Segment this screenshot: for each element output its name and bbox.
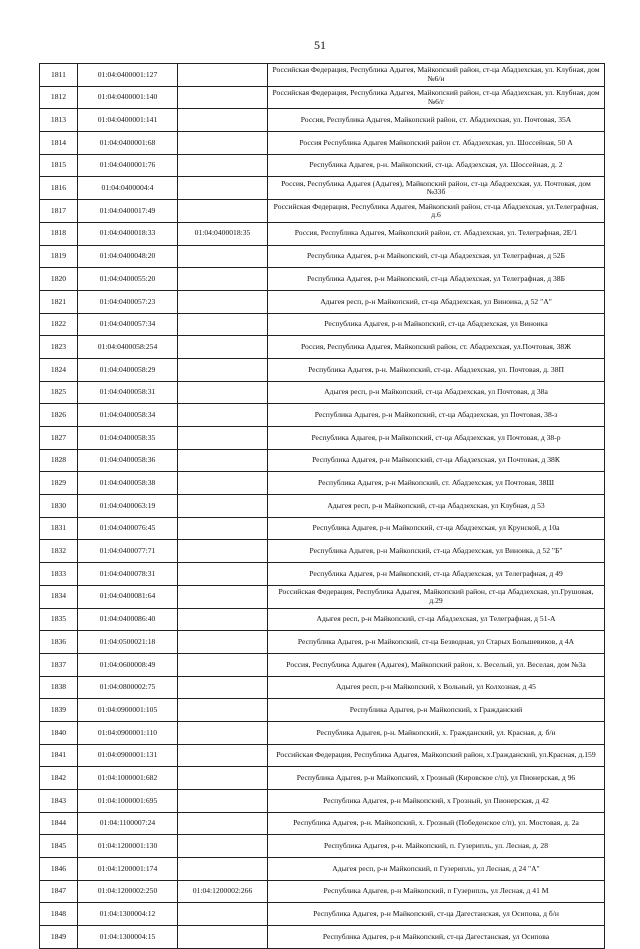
parent-cadastral-cell <box>178 472 268 495</box>
row-number-cell: 1811 <box>40 64 78 87</box>
address-cell: Республика Адыгея, р-н. Майкопский, ст-ца. Абадзехская, ул. Шоссейная, д. 2 <box>268 154 605 177</box>
row-number-cell: 1831 <box>40 517 78 540</box>
cadastral-number-cell: 01:04:0600008:49 <box>78 653 178 676</box>
parent-cadastral-cell <box>178 903 268 926</box>
row-number-cell: 1842 <box>40 767 78 790</box>
parent-cadastral-cell <box>178 631 268 654</box>
table-row <box>40 358 605 381</box>
cadastral-number-cell: 01:04:0400004:4 <box>78 177 178 200</box>
table-row <box>40 858 605 881</box>
row-number-cell: 1841 <box>40 744 78 767</box>
parent-cadastral-cell <box>178 653 268 676</box>
cadastral-number-cell: 01:04:0400048:20 <box>78 245 178 268</box>
parent-cadastral-cell <box>178 64 268 87</box>
table-row <box>40 563 605 586</box>
address-cell: Республика Адыгея, р-н Майкопский, х Грозный (Кировское с/п), ул Пионерская, д 96 <box>268 767 605 790</box>
parent-cadastral-cell <box>178 381 268 404</box>
row-number-cell: 1849 <box>40 926 78 949</box>
row-number-cell: 1844 <box>40 812 78 835</box>
table-row <box>40 744 605 767</box>
row-number-cell: 1818 <box>40 222 78 245</box>
address-cell: Российская Федерация, Республика Адыгея, Майкопский район, ст-ца Абадзехская, ул.Телеграфная, д.6 <box>268 200 605 223</box>
cadastral-number-cell: 01:04:0400057:23 <box>78 290 178 313</box>
row-number-cell: 1836 <box>40 631 78 654</box>
cadastral-number-cell: 01:04:0800002:75 <box>78 676 178 699</box>
parent-cadastral-cell <box>178 676 268 699</box>
cadastral-number-cell: 01:04:0400001:127 <box>78 64 178 87</box>
cadastral-number-cell: 01:04:1300004:15 <box>78 926 178 949</box>
address-cell: Республика Адыгея, р-н Майкопский, ст. Абадзехская, ул Почтовая, 38Ш <box>268 472 605 495</box>
address-cell: Адыгея респ, р-н Майкопский, п Гузерипль, ул Лесная, д 24 "А" <box>268 858 605 881</box>
parent-cadastral-cell <box>178 358 268 381</box>
address-cell: Республика Адыгея, р-н Майкопский, ст-ца Дагестанская, ул Осипова <box>268 926 605 949</box>
row-number-cell: 1846 <box>40 858 78 881</box>
address-cell: Республика Адыгея, р-н Майкопский, х Гражданский <box>268 699 605 722</box>
parent-cadastral-cell <box>178 495 268 518</box>
table-row <box>40 109 605 132</box>
cadastral-number-cell: 01:04:1300004:12 <box>78 903 178 926</box>
parent-cadastral-cell <box>178 608 268 631</box>
address-cell: Республика Адыгея, р-н Майкопский, ст-ца Безводная, ул Старых Большевиков, д 4А <box>268 631 605 654</box>
table-row <box>40 177 605 200</box>
cadastral-number-cell: 01:04:0400081:64 <box>78 585 178 608</box>
table-row <box>40 790 605 813</box>
table-row <box>40 631 605 654</box>
row-number-cell: 1814 <box>40 132 78 155</box>
cadastral-number-cell: 01:04:0900001:105 <box>78 699 178 722</box>
page-number: 51 <box>314 38 326 52</box>
cadastral-number-cell: 01:04:0400058:254 <box>78 336 178 359</box>
address-cell: Республика Адыгея, р-н. Майкопский, ст-ца. Абадзехская, ул. Почтовая, д. 38П <box>268 358 605 381</box>
row-number-cell: 1835 <box>40 608 78 631</box>
row-number-cell: 1832 <box>40 540 78 563</box>
parent-cadastral-cell <box>178 449 268 472</box>
cadastral-number-cell: 01:04:0400058:34 <box>78 404 178 427</box>
cadastral-number-cell: 01:04:0400058:36 <box>78 449 178 472</box>
row-number-cell: 1848 <box>40 903 78 926</box>
address-cell: Республика Адыгея, р-н. Майкопский, п. Гузерипль, ул. Лесная, д. 28 <box>268 835 605 858</box>
table-row <box>40 64 605 87</box>
cadastral-number-cell: 01:04:0400001:141 <box>78 109 178 132</box>
row-number-cell: 1830 <box>40 495 78 518</box>
address-cell: Россия, Республика Адыгея, Майкопский район, ст. Абадзехская, ул. Почтовая, 35А <box>268 109 605 132</box>
address-cell: Республика Адыгея, р-н Майкопский, ст-ца Абадзехская, ул Телеграфная, д 38Б <box>268 268 605 291</box>
table-row <box>40 812 605 835</box>
parent-cadastral-cell <box>178 313 268 336</box>
parent-cadastral-cell <box>178 744 268 767</box>
address-cell: Республика Адыгея, р-н Майкопский, ст-ца Абадзехская, ул Почтовая, д 38-р <box>268 427 605 450</box>
address-cell: Адыгея респ, р-н Майкопский, ст-ца Абадзехская, ул Телеграфная, д 51-А <box>268 608 605 631</box>
row-number-cell: 1834 <box>40 585 78 608</box>
row-number-cell: 1817 <box>40 200 78 223</box>
parent-cadastral-cell <box>178 540 268 563</box>
address-cell: Адыгея респ, р-н Майкопский, ст-ца Абадзехская, ул Клубная, д 53 <box>268 495 605 518</box>
parent-cadastral-cell <box>178 517 268 540</box>
parent-cadastral-cell <box>178 86 268 109</box>
cadastral-number-cell: 01:04:1200001:174 <box>78 858 178 881</box>
address-cell: Адыгея респ, р-н Майкопский, х Вольный, ул Колхозная, д 45 <box>268 676 605 699</box>
table-row <box>40 245 605 268</box>
table-row <box>40 926 605 949</box>
cadastral-number-cell: 01:04:0400058:35 <box>78 427 178 450</box>
parent-cadastral-cell <box>178 336 268 359</box>
address-cell: Российская Федерация, Республика Адыгея, Майкопский район, ст-ца Абадзехская, ул. Клубная, дом №6/г <box>268 86 605 109</box>
parent-cadastral-cell <box>178 563 268 586</box>
parent-cadastral-cell <box>178 835 268 858</box>
row-number-cell: 1828 <box>40 449 78 472</box>
address-cell: Республика Адыгея, р-н Майкопский, ст-ца Абадзехская, ул Телеграфная, д 49 <box>268 563 605 586</box>
address-cell: Республика Адыгея, р-н. Майкопский, х. Грозный (Победенское с/п), ул. Мостовая, д. 2а <box>268 812 605 835</box>
row-number-cell: 1821 <box>40 290 78 313</box>
parent-cadastral-cell <box>178 427 268 450</box>
parent-cadastral-cell <box>178 154 268 177</box>
table-row <box>40 653 605 676</box>
table-row <box>40 427 605 450</box>
cadastral-number-cell: 01:04:0400063:19 <box>78 495 178 518</box>
table-row <box>40 721 605 744</box>
parent-cadastral-cell <box>178 790 268 813</box>
registry-table <box>39 63 605 949</box>
row-number-cell: 1812 <box>40 86 78 109</box>
table-row <box>40 154 605 177</box>
row-number-cell: 1839 <box>40 699 78 722</box>
row-number-cell: 1838 <box>40 676 78 699</box>
address-cell: Республика Адыгея, р-н Майкопский, ст-ца Абадзехская, ул Телеграфная, д 52Б <box>268 245 605 268</box>
parent-cadastral-cell <box>178 245 268 268</box>
parent-cadastral-cell: 01:04:0400018:35 <box>178 222 268 245</box>
row-number-cell: 1824 <box>40 358 78 381</box>
address-cell: Республика Адыгея, р-н. Майкопский, х. Гражданский, ул. Красная, д. б/н <box>268 721 605 744</box>
table-row <box>40 381 605 404</box>
row-number-cell: 1820 <box>40 268 78 291</box>
address-cell: Адыгея респ, р-н Майкопский, ст-ца Абадзехская, ул Почтовая, д 38а <box>268 381 605 404</box>
cadastral-number-cell: 01:04:0400077:71 <box>78 540 178 563</box>
cadastral-number-cell: 01:04:0400017:49 <box>78 200 178 223</box>
row-number-cell: 1829 <box>40 472 78 495</box>
parent-cadastral-cell <box>178 290 268 313</box>
address-cell: Адыгея респ, р-н Майкопский, ст-ца Абадзехская, ул Виноика, д 52 "А" <box>268 290 605 313</box>
address-cell: Россия, Республика Адыгея, Майкопский район, ст. Абадзехская, ул.Почтовая, 38Ж <box>268 336 605 359</box>
address-cell: Россия, Республика Адыгея, Майкопский район, ст. Абадзехская, ул. Телеграфная, 2Е/1 <box>268 222 605 245</box>
address-cell: Россия, Республика Адыгея (Адыгея), Майкопский район, ст-ца Абадзехская, ул. Почтовая, дом №33б <box>268 177 605 200</box>
address-cell: Российская Федерация, Республика Адыгея, Майкопский район, ст-ца Абадзехская, ул. Клубная, дом №6/н <box>268 64 605 87</box>
address-cell: Республика Адыгея, р-н Майкопский, ст-ца Абадзехская, ул Виноика, д 52 "Б" <box>268 540 605 563</box>
table-row <box>40 495 605 518</box>
cadastral-number-cell: 01:04:0400057:34 <box>78 313 178 336</box>
cadastral-number-cell: 01:04:1200001:130 <box>78 835 178 858</box>
row-number-cell: 1845 <box>40 835 78 858</box>
table-row <box>40 449 605 472</box>
row-number-cell: 1823 <box>40 336 78 359</box>
address-cell: Республика Адыгея, р-н Майкопский, ст-ца Абадзехская, ул Почтовая, д 38К <box>268 449 605 472</box>
table-row <box>40 540 605 563</box>
table-row <box>40 608 605 631</box>
table-row <box>40 86 605 109</box>
parent-cadastral-cell <box>178 132 268 155</box>
row-number-cell: 1825 <box>40 381 78 404</box>
row-number-cell: 1816 <box>40 177 78 200</box>
cadastral-number-cell: 01:04:0400001:76 <box>78 154 178 177</box>
table-row <box>40 767 605 790</box>
parent-cadastral-cell <box>178 699 268 722</box>
row-number-cell: 1815 <box>40 154 78 177</box>
table-row <box>40 903 605 926</box>
table-row <box>40 699 605 722</box>
cadastral-number-cell: 01:04:0900001:131 <box>78 744 178 767</box>
cadastral-number-cell: 01:04:0400058:38 <box>78 472 178 495</box>
cadastral-number-cell: 01:04:0400076:45 <box>78 517 178 540</box>
row-number-cell: 1813 <box>40 109 78 132</box>
parent-cadastral-cell <box>178 585 268 608</box>
row-number-cell: 1833 <box>40 563 78 586</box>
table-row <box>40 268 605 291</box>
parent-cadastral-cell <box>178 268 268 291</box>
parent-cadastral-cell <box>178 404 268 427</box>
cadastral-number-cell: 01:04:0400001:68 <box>78 132 178 155</box>
cadastral-number-cell: 01:04:0900001:110 <box>78 721 178 744</box>
parent-cadastral-cell <box>178 109 268 132</box>
table-row <box>40 336 605 359</box>
cadastral-number-cell: 01:04:0400058:29 <box>78 358 178 381</box>
parent-cadastral-cell <box>178 177 268 200</box>
cadastral-number-cell: 01:04:0400001:140 <box>78 86 178 109</box>
address-cell: Республика Адыгея, р-н Майкопский, ст-ца Абадзехская, ул Крунской, д 10а <box>268 517 605 540</box>
cadastral-number-cell: 01:04:0500021:18 <box>78 631 178 654</box>
address-cell: Российская Федерация, Республика Адыгея, Майкопский район, х.Гражданский, ул.Красная, д.159 <box>268 744 605 767</box>
table-row <box>40 835 605 858</box>
cadastral-number-cell: 01:04:1100007:24 <box>78 812 178 835</box>
address-cell: Республика Адыгея, р-н Майкопский, п Гузерипль, ул Лесная, д 41 М <box>268 880 605 903</box>
table-row <box>40 585 605 608</box>
row-number-cell: 1840 <box>40 721 78 744</box>
cadastral-number-cell: 01:04:0400055:20 <box>78 268 178 291</box>
address-cell: Республика Адыгея, р-н Майкопский, ст-ца Абадзехская, ул Почтовая, 38-з <box>268 404 605 427</box>
row-number-cell: 1837 <box>40 653 78 676</box>
address-cell: Россия Республика Адыгея Майкопский район ст. Абадзехская, ул. Шоссейная, 50 А <box>268 132 605 155</box>
address-cell: Российская Федерация, Республика Адыгея, Майкопский район, ст-ца Абадзехская, ул.Грушовая, д.29 <box>268 585 605 608</box>
address-cell: Республика Адыгея, р-н Майкопский, ст-ца Дагестанская, ул Осипова, д б/н <box>268 903 605 926</box>
table-row <box>40 880 605 903</box>
row-number-cell: 1826 <box>40 404 78 427</box>
table-row <box>40 290 605 313</box>
registry-table-body <box>40 64 605 949</box>
cadastral-number-cell: 01:04:0400058:31 <box>78 381 178 404</box>
table-row <box>40 132 605 155</box>
parent-cadastral-cell <box>178 200 268 223</box>
table-row <box>40 517 605 540</box>
parent-cadastral-cell <box>178 767 268 790</box>
cadastral-number-cell: 01:04:1200002:250 <box>78 880 178 903</box>
cadastral-number-cell: 01:04:1000001:695 <box>78 790 178 813</box>
row-number-cell: 1827 <box>40 427 78 450</box>
table-row <box>40 472 605 495</box>
parent-cadastral-cell: 01:04:1200002:266 <box>178 880 268 903</box>
cadastral-number-cell: 01:04:1000001:682 <box>78 767 178 790</box>
table-row <box>40 676 605 699</box>
parent-cadastral-cell <box>178 926 268 949</box>
table-row <box>40 200 605 223</box>
parent-cadastral-cell <box>178 858 268 881</box>
cadastral-number-cell: 01:04:0400086:40 <box>78 608 178 631</box>
cadastral-number-cell: 01:04:0400018:33 <box>78 222 178 245</box>
table-row <box>40 313 605 336</box>
parent-cadastral-cell <box>178 721 268 744</box>
row-number-cell: 1843 <box>40 790 78 813</box>
parent-cadastral-cell <box>178 812 268 835</box>
address-cell: Республика Адыгея, р-н Майкопский, х Грозный, ул Пионерская, д 42 <box>268 790 605 813</box>
table-row <box>40 222 605 245</box>
address-cell: Россия, Республика Адыгея (Адыгея), Майкопский район, х. Веселый, ул. Веселая, дом №3а <box>268 653 605 676</box>
address-cell: Республика Адыгея, р-н Майкопский, ст-ца Абадзехская, ул Виноика <box>268 313 605 336</box>
table-row <box>40 404 605 427</box>
row-number-cell: 1847 <box>40 880 78 903</box>
cadastral-number-cell: 01:04:0400078:31 <box>78 563 178 586</box>
row-number-cell: 1822 <box>40 313 78 336</box>
row-number-cell: 1819 <box>40 245 78 268</box>
